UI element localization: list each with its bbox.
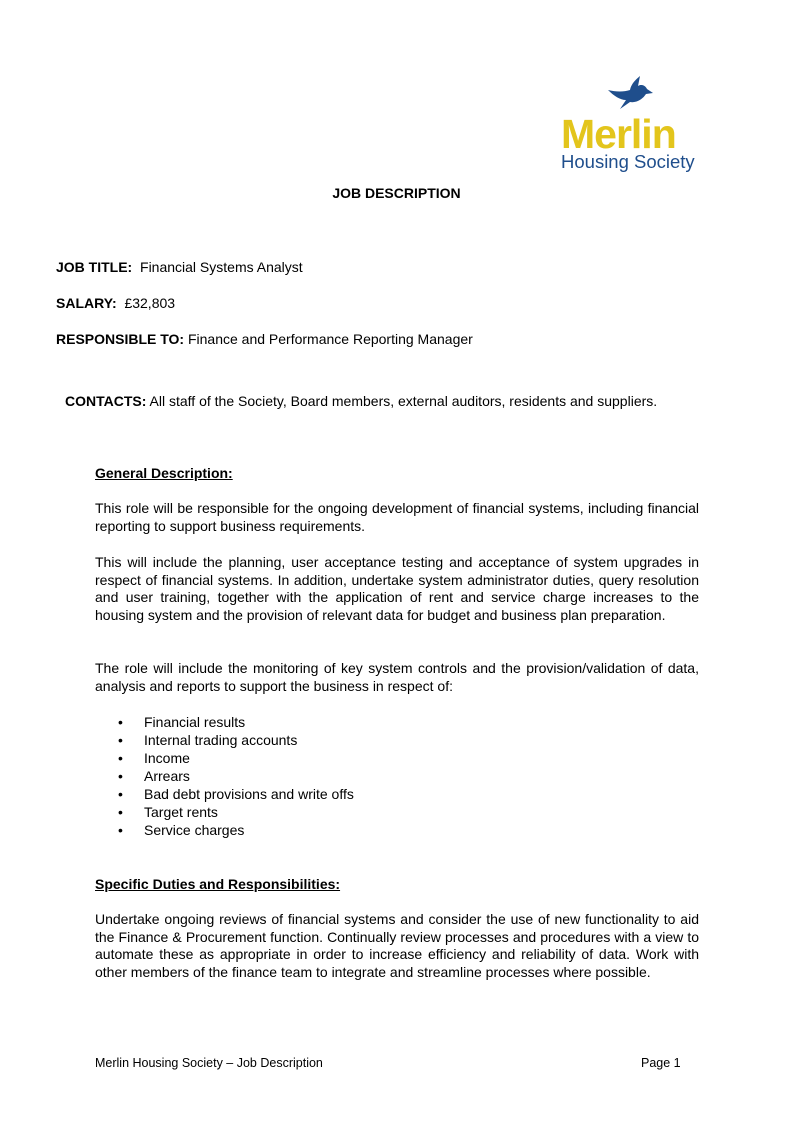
general-paragraph-3: The role will include the monitoring of key system controls and the provision/validation of data, analysis and reports to support the business in respect of: (95, 660, 699, 694)
list-item: • Income (118, 750, 190, 766)
list-item: • Financial results (118, 714, 246, 730)
list-item: • Arrears (118, 768, 190, 784)
company-logo (558, 76, 698, 176)
responsibility-list (118, 713, 354, 839)
responsible-to-label: RESPONSIBLE TO: (56, 331, 185, 347)
list-item: • Internal trading accounts (118, 732, 298, 748)
job-title-label: JOB TITLE: (56, 259, 133, 275)
general-paragraph-1: This role will be responsible for the ongoing development of financial systems, including financial reporting to support business requirements. (95, 500, 699, 534)
logo-brand-text: Merlin (561, 111, 676, 157)
contacts-label: CONTACTS: (65, 393, 147, 409)
job-title-value: Financial Systems Analyst (140, 259, 303, 275)
specific-duties-heading: Specific Duties and Responsibilities: (95, 876, 341, 892)
salary-label: SALARY: (56, 295, 117, 311)
logo-subtitle-text: Housing Society (561, 151, 695, 172)
responsible-to-field (56, 331, 473, 347)
bird-icon (606, 76, 654, 116)
job-title-field (56, 259, 303, 275)
salary-field (56, 295, 175, 311)
footer-title: Merlin Housing Society – Job Description (95, 1056, 323, 1070)
specific-paragraph-1: Undertake ongoing reviews of financial systems and consider the use of new functionality to aid the Finance & Procurement function. Continually review processes and procedures with a view to automate these as appropriate in order to increase efficiency and reliability of data. Work with other members of the finance team to integrate and streamline processes where possible. (95, 911, 699, 980)
page-number: Page 1 (641, 1056, 681, 1070)
contacts-value: All staff of the Society, Board members, external auditors, residents and suppliers. (149, 393, 658, 409)
list-item: • Service charges (118, 822, 245, 838)
document-title: JOB DESCRIPTION (332, 185, 461, 201)
general-description-heading: General Description: (95, 465, 233, 481)
general-paragraph-2: This will include the planning, user acceptance testing and acceptance of system upgrades in respect of financial systems. In addition, undertake system administrator duties, query resolution and user training, together with the application of rent and service charge increases to the housing system and the provision of relevant data for budget and business plan preparation. (95, 554, 699, 623)
contacts-field (65, 393, 657, 409)
list-item: • Target rents (118, 804, 218, 820)
list-item: • Bad debt provisions and write offs (118, 786, 354, 802)
salary-value: £32,803 (124, 295, 176, 311)
responsible-to-value: Finance and Performance Reporting Manager (187, 331, 473, 347)
